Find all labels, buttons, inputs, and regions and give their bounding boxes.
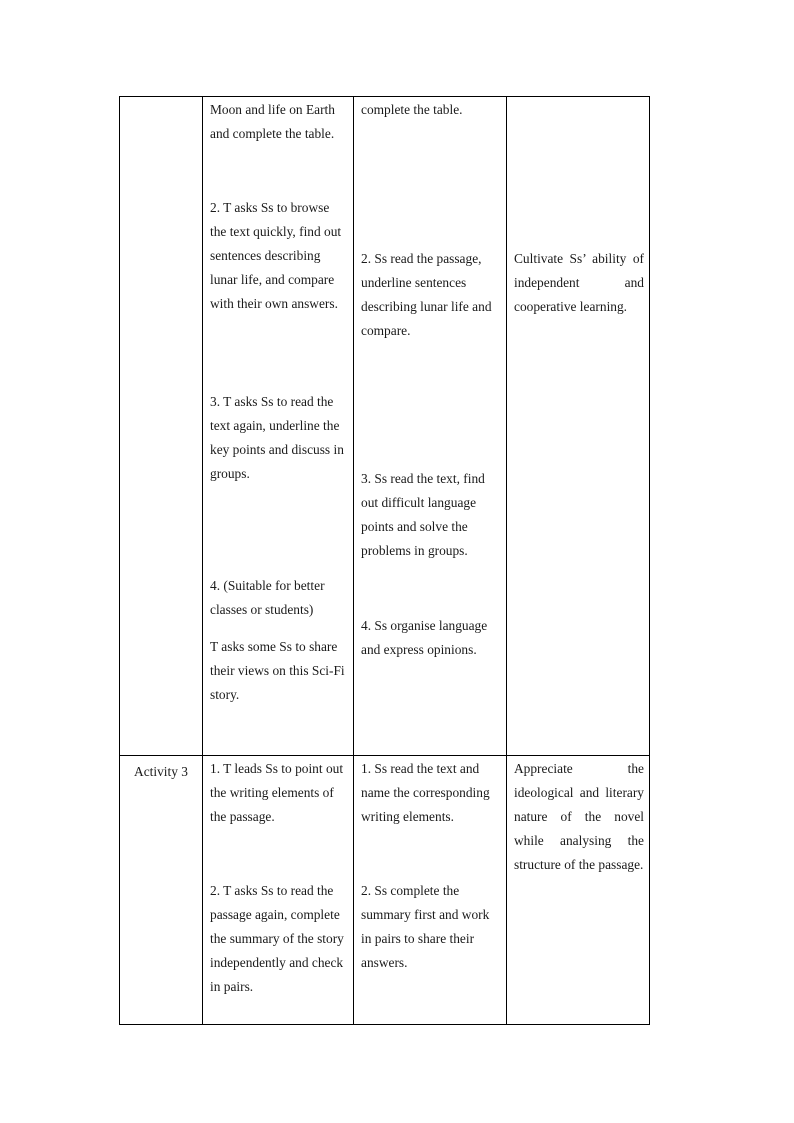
teacher-step-text: 2. T asks Ss to read the passage again, complete the summary of the story independently and check in pairs. bbox=[210, 883, 344, 994]
teacher-step-text: 3. T asks Ss to read the text again, underline the key points and discuss in groups. bbox=[210, 394, 344, 481]
student-step-text: 2. Ss complete the summary first and work in pairs to share their answers. bbox=[361, 883, 490, 970]
teacher-step-text: 2. T asks Ss to browse the text quickly, find out sentences describing lunar life, and compare with their own answers. bbox=[210, 200, 342, 311]
student-step-text: complete the table. bbox=[361, 102, 463, 117]
activity-cell bbox=[120, 756, 203, 1025]
teacher-step-text: T asks some Ss to share their views on this Sci-Fi story. bbox=[210, 639, 345, 702]
table-row bbox=[120, 97, 650, 756]
teacher-step-text: Moon and life on Earth and complete the table. bbox=[210, 102, 335, 141]
purpose-cell bbox=[507, 756, 650, 1025]
purpose-text: Cultivate Ss’ ability of independent and cooperative learning. bbox=[514, 251, 644, 314]
student-activity-cell bbox=[354, 756, 507, 1025]
purpose-cell bbox=[507, 97, 650, 756]
teacher-step-text: 4. (Suitable for better classes or students) bbox=[210, 578, 325, 617]
table-row bbox=[120, 756, 650, 1025]
student-step-text: 1. Ss read the text and name the corresponding writing elements. bbox=[361, 761, 490, 824]
student-step-text: 3. Ss read the text, find out difficult language points and solve the problems in groups. bbox=[361, 471, 485, 558]
student-step-text: 4. Ss organise language and express opinions. bbox=[361, 618, 488, 657]
lesson-plan-table bbox=[119, 96, 650, 1025]
teacher-activity-cell bbox=[203, 756, 354, 1025]
activity-cell bbox=[120, 97, 203, 756]
teacher-activity-cell bbox=[203, 97, 354, 756]
teacher-step-text: 1. T leads Ss to point out the writing elements of the passage. bbox=[210, 761, 344, 824]
activity-label: Activity 3 bbox=[134, 764, 188, 779]
student-activity-cell bbox=[354, 97, 507, 756]
purpose-text: Appreciate the ideological and literary nature of the novel while analysing the structure of the passage. bbox=[514, 761, 644, 872]
student-step-text: 2. Ss read the passage, underline sentences describing lunar life and compare. bbox=[361, 251, 492, 338]
